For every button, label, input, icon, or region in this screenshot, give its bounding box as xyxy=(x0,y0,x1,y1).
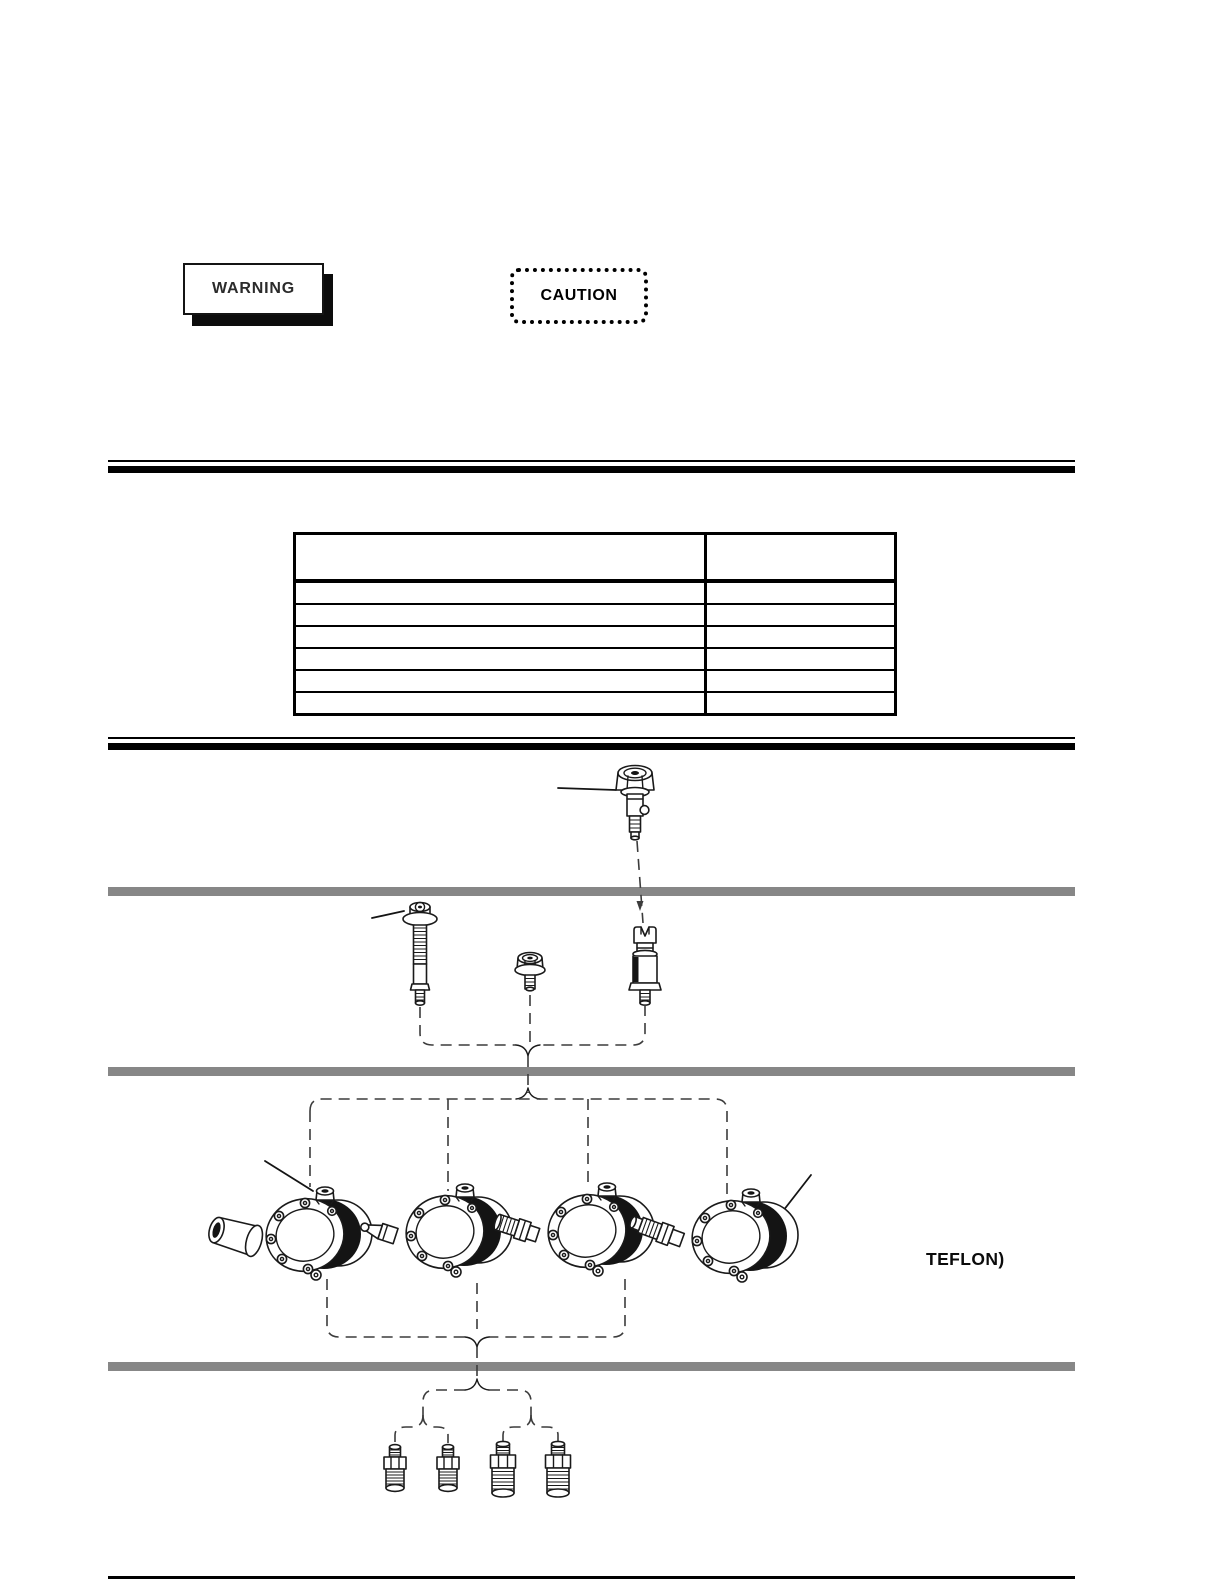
table-cell xyxy=(295,692,706,715)
table-row xyxy=(295,604,896,626)
section-divider-top xyxy=(108,460,1075,473)
part-hex-nipple-large-2 xyxy=(546,1441,571,1497)
band-separator-bar-3 xyxy=(108,1362,1075,1371)
divider-thick-line xyxy=(108,743,1075,750)
part-hex-nipple-small-2 xyxy=(437,1445,459,1492)
leader-line-long-bolt xyxy=(372,911,404,918)
table-row xyxy=(295,626,896,648)
exploded-parts-diagram xyxy=(95,755,1095,1530)
table-row xyxy=(295,648,896,670)
spec-table xyxy=(293,532,897,716)
table-cell xyxy=(706,670,896,692)
table-cell xyxy=(295,626,706,648)
table-cell xyxy=(706,581,896,604)
leader-line-bleeder-fitting xyxy=(558,788,616,790)
divider-thick-line xyxy=(108,466,1075,473)
connector-bracket-band3 xyxy=(310,1088,727,1195)
section-divider-bottom xyxy=(108,737,1075,750)
table-cell xyxy=(706,604,896,626)
table-cell xyxy=(706,648,896,670)
connector-arrowhead xyxy=(637,901,644,911)
spec-table-body xyxy=(295,581,896,715)
table-header-cell xyxy=(706,534,896,582)
connector-bracket-band4 xyxy=(395,1379,558,1443)
part-short-hex-bolt xyxy=(515,953,545,991)
table-cell xyxy=(295,604,706,626)
warning-box xyxy=(183,263,324,315)
caution-label: CAUTION xyxy=(540,287,618,304)
table-row xyxy=(295,581,896,604)
warning-label: WARNING xyxy=(212,280,295,297)
table-row xyxy=(295,692,896,715)
table-cell xyxy=(706,692,896,715)
part-hex-nipple-small-1 xyxy=(384,1445,406,1492)
table-cell xyxy=(295,670,706,692)
table-header-cell xyxy=(295,534,706,582)
table-row xyxy=(295,670,896,692)
leader-line-valve-4 xyxy=(783,1175,811,1211)
part-bleeder-fitting xyxy=(616,766,654,840)
band-separator-bar-1 xyxy=(108,887,1075,896)
part-long-hex-bolt xyxy=(403,902,437,1005)
table-cell xyxy=(295,581,706,604)
part-valve-cone-tip xyxy=(359,1184,512,1277)
part-hex-nipple-large-1 xyxy=(491,1441,516,1497)
part-valve-core xyxy=(629,927,661,1005)
table-cell xyxy=(706,626,896,648)
band-separator-bar-2 xyxy=(108,1067,1075,1076)
part-valve-threaded-stud xyxy=(492,1183,654,1276)
table-header-row xyxy=(295,534,896,582)
page-bottom-rule xyxy=(108,1576,1075,1579)
connector-bracket-band2 xyxy=(420,995,645,1093)
part-valve-plain-nozzle xyxy=(205,1187,372,1280)
leader-line-valve-1 xyxy=(265,1161,313,1191)
teflon-annotation: TEFLON) xyxy=(926,1249,1005,1269)
part-valve-threaded-nipple xyxy=(627,1189,798,1282)
table-cell xyxy=(295,648,706,670)
caution-box xyxy=(510,268,648,324)
